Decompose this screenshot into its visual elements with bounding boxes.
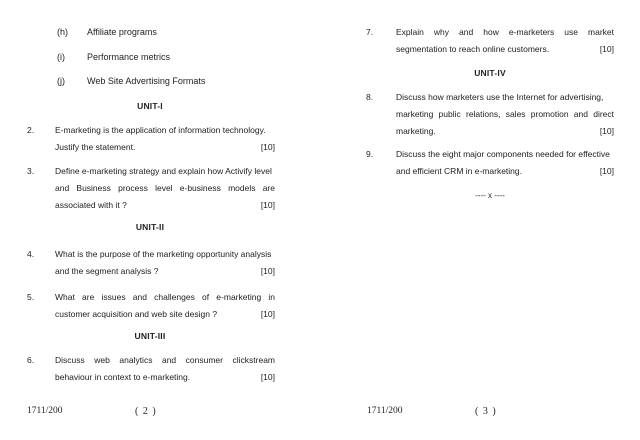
marks: [10] xyxy=(599,126,614,136)
question-line: behaviour in context to e-marketing. xyxy=(55,372,191,382)
subitem-text: Affiliate programs xyxy=(87,27,157,37)
question-line: marketing public relations, sales promotion and direct xyxy=(396,109,614,119)
unit-heading: UNIT-III xyxy=(134,331,166,341)
question-line: Discuss how marketers use the Internet for advertising, xyxy=(396,92,604,102)
question-line: Discuss the eight major components needed for effective xyxy=(396,149,610,159)
marks: [10] xyxy=(599,44,614,54)
question-number: 8. xyxy=(366,92,374,102)
end-mark: ---- x ---- xyxy=(475,191,505,200)
question-number: 9. xyxy=(366,149,374,159)
question-number: 3. xyxy=(27,166,35,176)
question-line: customer acquisition and web site design ? xyxy=(55,309,218,319)
unit-heading: UNIT-IV xyxy=(474,68,506,78)
question-line: Justify the statement. xyxy=(55,142,136,152)
question-line: What is the purpose of the marketing opportunity analysis xyxy=(55,249,272,259)
question-line: marketing. xyxy=(396,126,436,136)
question-line: Explain why and how e-marketers use market xyxy=(396,27,614,37)
question-line: and the segment analysis ? xyxy=(55,266,159,276)
question-number: 5. xyxy=(27,292,35,302)
subitem-label: (h) xyxy=(57,27,68,37)
footer-code: 1711/200 xyxy=(367,406,403,416)
marks: [10] xyxy=(260,309,275,319)
page-number: ( 3 ) xyxy=(475,406,497,417)
marks: [10] xyxy=(260,200,275,210)
question-line: associated with it ? xyxy=(55,200,127,210)
subitem-label: (i) xyxy=(57,52,65,62)
question-line: What are issues and challenges of e-marketing in xyxy=(55,292,275,302)
right-page xyxy=(340,0,640,440)
question-line: segmentation to reach online customers. xyxy=(396,44,550,54)
question-line: and Business process level e-business models are xyxy=(55,183,275,193)
unit-heading: UNIT-I xyxy=(137,101,163,111)
subitem-text: Web Site Advertising Formats xyxy=(87,76,206,86)
subitem-label: (j) xyxy=(57,76,65,86)
footer-code: 1711/200 xyxy=(27,406,63,416)
question-line: Discuss web analytics and consumer clickstream xyxy=(55,355,275,365)
question-number: 2. xyxy=(27,125,35,135)
marks: [10] xyxy=(260,372,275,382)
unit-heading: UNIT-II xyxy=(135,222,165,232)
page-number: ( 2 ) xyxy=(135,406,157,417)
question-number: 6. xyxy=(27,355,35,365)
subitem-text: Performance metrics xyxy=(87,52,171,62)
marks: [10] xyxy=(260,142,275,152)
marks: [10] xyxy=(599,166,614,176)
marks: [10] xyxy=(260,266,275,276)
question-number: 4. xyxy=(27,249,35,259)
question-number: 7. xyxy=(366,27,374,37)
question-line: E-marketing is the application of information technology. xyxy=(55,125,266,135)
question-line: Define e-marketing strategy and explain how Activify level xyxy=(55,166,272,176)
question-line: and efficient CRM in e-marketing. xyxy=(396,166,522,176)
